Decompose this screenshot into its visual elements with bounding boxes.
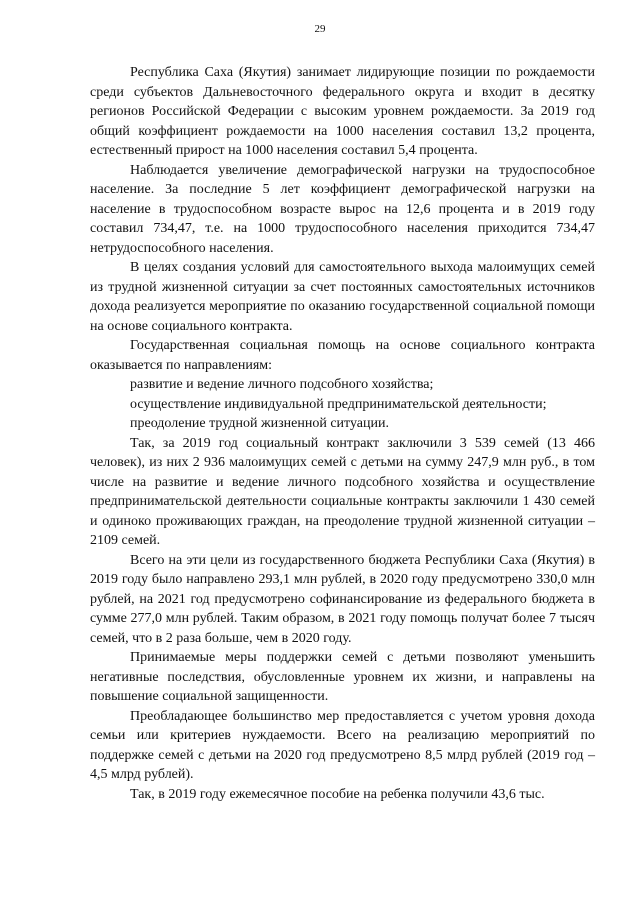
paragraph-budget-funding: Всего на эти цели из государственного бюджета Республики Саха (Якутия) в 2019 году было направлено 293,1 млн рублей, в 2020 году предусмотрено 330,0 млн рублей, на 2021 год предусмотрено софинансирование из федерального бюджета в сумме 277,0 млн рублей. Таким образом, в 2021 году помощь получат более 7 тысяч семей, что в 2 раза больше, чем в 2020 году. [90, 552, 595, 646]
paragraph-contracts-2019: Так, за 2019 год социальный контракт заключили 3 539 семей (13 466 человек), из них 2 936 малоимущих семей с детьми на сумму 247,9 млн руб., в том числе на развитие и ведение личного подсобного хозяйства и осуществление предпринимательской деятельности социальные контракты заключили 1 430 семей и одиноко проживающих граждан, на преодоление трудной жизненной ситуации – 2109 семей. [90, 435, 595, 548]
paragraph-birth-rate: Республика Саха (Якутия) занимает лидирующие позиции по рождаемости среди субъектов Дальневосточного федерального округа и входит в десятку регионов Российской Федерации с высоким уровнем рождаемости. За 2019 год общий коэффициент рождаемости на 1000 населения составил 13,2 процента, естественный прирост на 1000 населения составил 5,4 процента. [90, 65, 595, 158]
body-text [90, 63, 595, 804]
page-number: 29 [314, 23, 326, 35]
paragraph-assistance-directions: Государственная социальная помощь на основе социального контракта оказывается по направлениям: [90, 338, 595, 373]
list-item-hardship: преодоление трудной жизненной ситуации. [130, 416, 389, 431]
list-item-entrepreneurship: осуществление индивидуальной предпринимательской деятельности; [130, 396, 547, 412]
paragraph-child-allowance: Так, в 2019 году ежемесячное пособие на ребенка получили 43,6 тыс. [130, 786, 545, 802]
paragraph-demographic-load: Наблюдается увеличение демографической нагрузки на трудоспособное население. За последние 5 лет коэффициент демографической нагрузки на население в трудоспособном возрасте вырос на 12,6 процента и в 2019 году составил 734,47, т.е. на 1000 трудоспособного населения приходится 734,47 нетрудоспособного населения. [90, 162, 595, 256]
list-item-household-farming: развитие и ведение личного подсобного хозяйства; [130, 377, 434, 392]
paragraph-social-contract-purpose: В целях создания условий для самостоятельного выхода малоимущих семей из трудной жизненной ситуации за счет постоянных самостоятельных источников дохода реализуется мероприятие по оказанию государственной социальной помощи на основе социального контракта. [90, 260, 595, 334]
paragraph-support-measures: Принимаемые меры поддержки семей с детьми позволяют уменьшить негативные последствия, обусловленные уровнем их жизни, и направлены на повышение социальной защищенности. [90, 650, 595, 704]
paragraph-need-based-measures: Преобладающее большинство мер предоставляется с учетом уровня дохода семьи или критериев нуждаемости. Всего на реализацию мероприятий по поддержке семей с детьми на 2020 год предусмотрено 8,5 млрд рублей (2019 год – 4,5 млрд рублей). [90, 708, 595, 782]
